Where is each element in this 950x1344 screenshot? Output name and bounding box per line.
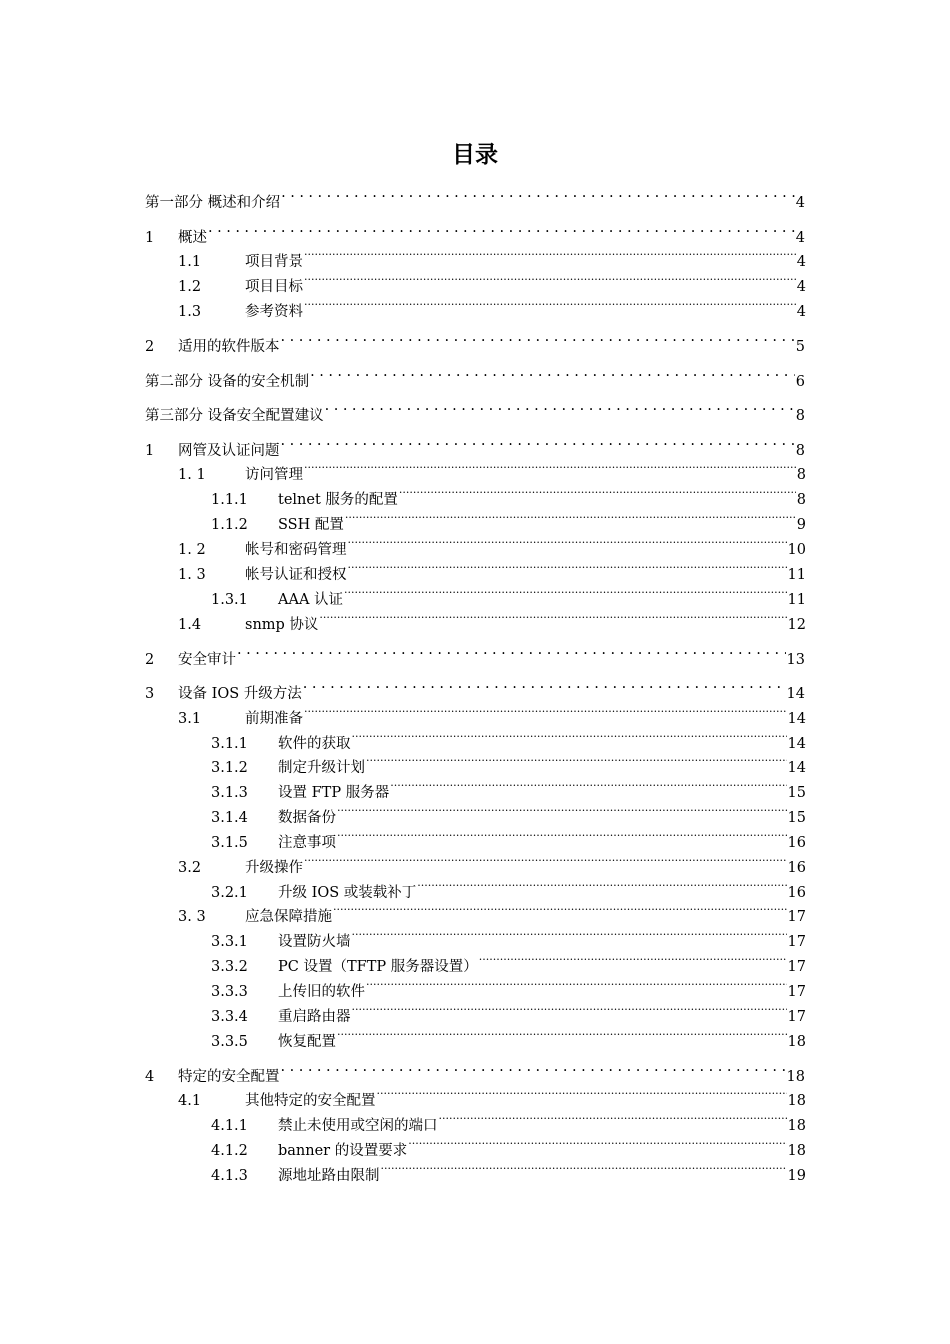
- toc-leader-dots: [304, 459, 796, 479]
- toc-leader-dots: [345, 509, 796, 529]
- toc-entry-number: 4.1.3: [211, 1168, 248, 1184]
- toc-entry-title: 适用的软件版本: [178, 339, 280, 355]
- toc-entry-title: 特定的安全配置: [178, 1069, 280, 1085]
- toc-entry-page: 18: [787, 1118, 806, 1134]
- toc-entry-number: 3.3.3: [211, 984, 248, 1000]
- toc-entry-title: 恢复配置: [278, 1034, 336, 1050]
- toc-entry[interactable]: [211, 1160, 806, 1186]
- toc-leader-dots: [310, 366, 795, 386]
- toc-entry-page: 18: [787, 1034, 806, 1050]
- toc-entry-page: 17: [787, 984, 806, 1000]
- toc-leader-dots: [319, 609, 786, 629]
- toc-entry-number: 3. 3: [178, 909, 206, 925]
- toc-entry-number: 3.2: [178, 860, 202, 876]
- toc-entry-title: 帐号和密码管理: [245, 542, 347, 558]
- toc-entry-title: 禁止未使用或空闲的端口: [278, 1118, 438, 1134]
- toc-entry-title: 制定升级计划: [278, 760, 365, 776]
- toc-leader-dots: [337, 802, 787, 822]
- toc-entry-page: 11: [787, 592, 806, 608]
- toc-leader-dots: [304, 271, 796, 291]
- toc-leader-dots: [304, 852, 787, 872]
- toc-entry-page: 4: [795, 230, 805, 246]
- toc-entry[interactable]: [211, 1110, 806, 1136]
- toc-entry-title: 其他特定的安全配置: [245, 1093, 376, 1109]
- toc-entry-title: 概述: [178, 230, 207, 246]
- toc-entry-page: 4: [796, 304, 806, 320]
- toc-entry-number: 1.1: [178, 254, 202, 270]
- toc-entry-title: 重启路由器: [278, 1009, 351, 1025]
- toc-entry-page: 4: [796, 254, 806, 270]
- toc-entry[interactable]: [211, 1026, 806, 1052]
- toc-entry-number: 1: [145, 230, 155, 246]
- toc-entry[interactable]: [145, 187, 805, 213]
- toc-entry-title: 升级操作: [245, 860, 303, 876]
- toc-entry[interactable]: [178, 271, 806, 297]
- toc-entry-title: telnet 服务的配置: [278, 492, 398, 508]
- toc-entry-page: 17: [787, 909, 806, 925]
- toc-entry[interactable]: [145, 1061, 805, 1087]
- toc-leader-dots: [348, 534, 787, 554]
- toc-entry[interactable]: [178, 852, 806, 878]
- toc-entry-title: 第二部分 设备的安全机制: [145, 374, 310, 390]
- toc-entry-number: 1: [145, 443, 155, 459]
- toc-entry[interactable]: [178, 459, 806, 485]
- toc-entry-title: 第三部分 设备安全配置建议: [145, 408, 324, 424]
- toc-entry-number: 3.3.2: [211, 959, 248, 975]
- toc-entry[interactable]: [178, 609, 806, 635]
- toc-entry-number: 4: [145, 1069, 155, 1085]
- toc-leader-dots: [408, 1135, 786, 1155]
- toc-entry-number: 3.1: [178, 711, 202, 727]
- toc-entry-title: 安全审计: [178, 652, 236, 668]
- toc-entry-page: 5: [795, 339, 805, 355]
- toc-entry-number: 4.1.2: [211, 1143, 248, 1159]
- toc-entry-number: 3.1.4: [211, 810, 248, 826]
- toc-entry-page: 13: [786, 652, 805, 668]
- toc-leader-dots: [366, 976, 787, 996]
- toc-entry[interactable]: [211, 802, 806, 828]
- toc-entry-title: 上传旧的软件: [278, 984, 365, 1000]
- toc-entry-page: 4: [795, 195, 805, 211]
- toc-leader-dots: [304, 246, 796, 266]
- toc-entry-page: 17: [787, 934, 806, 950]
- toc-entry-title: banner 的设置要求: [278, 1143, 408, 1159]
- toc-entry-number: 1.3.1: [211, 592, 248, 608]
- toc-entry-title: snmp 协议: [245, 617, 319, 633]
- toc-leader-dots: [381, 1160, 787, 1180]
- toc-entry-title: 访问管理: [245, 467, 303, 483]
- toc-leader-dots: [304, 703, 787, 723]
- toc-entry-page: 8: [796, 492, 806, 508]
- toc-entry[interactable]: [145, 400, 805, 426]
- toc-entry[interactable]: [178, 296, 806, 322]
- toc-entry-page: 18: [787, 1093, 806, 1109]
- toc-entry-title: 项目背景: [245, 254, 303, 270]
- toc-entry-title: 项目目标: [245, 279, 303, 295]
- toc-entry-page: 15: [787, 785, 806, 801]
- toc-entry-page: 14: [787, 760, 806, 776]
- toc-entry-number: 1. 2: [178, 542, 206, 558]
- toc-entry[interactable]: [145, 366, 805, 392]
- toc-entry-number: 3.1.2: [211, 760, 248, 776]
- toc-entry-page: 16: [787, 835, 806, 851]
- toc-entry-number: 3.1.5: [211, 835, 248, 851]
- toc-leader-dots: [333, 901, 787, 921]
- toc-entry[interactable]: [211, 484, 806, 510]
- toc-entry-number: 1.4: [178, 617, 202, 633]
- toc-entry[interactable]: [211, 877, 806, 903]
- toc-entry[interactable]: [211, 1001, 806, 1027]
- toc-entry-title: PC 设置（TFTP 服务器设置）: [278, 959, 478, 975]
- toc-entry-number: 4.1.1: [211, 1118, 248, 1134]
- toc-entry-title: 升级 IOS 或装载补丁: [278, 885, 417, 901]
- toc-entry[interactable]: [145, 678, 805, 704]
- toc-entry-number: 2: [145, 339, 155, 355]
- toc-entry[interactable]: [178, 559, 806, 585]
- toc-leader-dots: [337, 827, 787, 847]
- toc-leader-dots: [281, 187, 795, 207]
- toc-leader-dots: [366, 752, 787, 772]
- toc-entry-title: 设置防火墙: [278, 934, 351, 950]
- toc-entry-page: 17: [787, 959, 806, 975]
- toc-entry[interactable]: [211, 976, 806, 1002]
- toc-entry-title: 前期准备: [245, 711, 303, 727]
- toc-entry[interactable]: [178, 1085, 806, 1111]
- toc-leader-dots: [399, 484, 796, 504]
- toc-entry-page: 9: [796, 517, 806, 533]
- toc-entry-title: 网管及认证问题: [178, 443, 280, 459]
- toc-entry-page: 14: [787, 711, 806, 727]
- toc-entry[interactable]: [211, 951, 806, 977]
- toc-entry-page: 11: [787, 567, 806, 583]
- toc-leader-dots: [344, 584, 787, 604]
- toc-leader-dots: [281, 331, 795, 351]
- toc-entry-title: 数据备份: [278, 810, 336, 826]
- toc-entry-page: 18: [786, 1069, 805, 1085]
- toc-entry-title: 第一部分 概述和介绍: [145, 195, 281, 211]
- toc-entry-page: 10: [787, 542, 806, 558]
- toc-entry-number: 1. 1: [178, 467, 206, 483]
- toc-leader-dots: [281, 1061, 786, 1081]
- toc-entry-number: 4.1: [178, 1093, 202, 1109]
- toc-entry[interactable]: [178, 703, 806, 729]
- toc-entry-number: 3.3.1: [211, 934, 248, 950]
- toc-leader-dots: [237, 644, 786, 664]
- toc-leader-dots: [377, 1085, 787, 1105]
- toc-entry[interactable]: [145, 222, 805, 248]
- toc-entry-page: 14: [787, 736, 806, 752]
- toc-entry-title: 帐号认证和授权: [245, 567, 347, 583]
- toc-leader-dots: [303, 678, 786, 698]
- toc-entry-number: 1. 3: [178, 567, 206, 583]
- toc-entry-page: 14: [786, 686, 805, 702]
- toc-entry-title: 应急保障措施: [245, 909, 332, 925]
- toc-leader-dots: [352, 1001, 787, 1021]
- toc-entry-number: 1.2: [178, 279, 202, 295]
- toc-leader-dots: [325, 400, 795, 420]
- toc-entry-page: 18: [787, 1143, 806, 1159]
- toc-leader-dots: [417, 877, 786, 897]
- toc-entry-number: 3.1.1: [211, 736, 248, 752]
- toc-entry-page: 8: [795, 408, 805, 424]
- toc-entry-page: 16: [787, 860, 806, 876]
- toc-entry[interactable]: [145, 435, 805, 461]
- toc-entry-number: 2: [145, 652, 155, 668]
- toc-entry-title: 源地址路由限制: [278, 1168, 380, 1184]
- toc-entry[interactable]: [145, 644, 805, 670]
- toc-leader-dots: [352, 728, 787, 748]
- toc-entry-title: 参考资料: [245, 304, 303, 320]
- toc-entry[interactable]: [211, 926, 806, 952]
- toc-entry-number: 3.2.1: [211, 885, 248, 901]
- toc-entry-number: 1.3: [178, 304, 202, 320]
- toc-entry-page: 17: [787, 1009, 806, 1025]
- toc-entry-page: 19: [787, 1168, 806, 1184]
- toc-leader-dots: [479, 951, 787, 971]
- toc-entry[interactable]: [211, 752, 806, 778]
- toc-leader-dots: [439, 1110, 787, 1130]
- toc-leader-dots: [208, 222, 795, 242]
- toc-entry-number: 1.1.1: [211, 492, 248, 508]
- toc-leader-dots: [337, 1026, 787, 1046]
- toc-entry-page: 8: [796, 467, 806, 483]
- toc-entry-page: 16: [787, 885, 806, 901]
- toc-entry-title: 设置 FTP 服务器: [278, 785, 390, 801]
- toc-title: 目录: [452, 142, 498, 168]
- toc-entry-page: 6: [795, 374, 805, 390]
- toc-entry-title: 设备 IOS 升级方法: [178, 686, 302, 702]
- toc-entry-number: 3.1.3: [211, 785, 248, 801]
- toc-entry-title: 注意事项: [278, 835, 336, 851]
- toc-entry[interactable]: [211, 777, 806, 803]
- toc-entry-number: 1.1.2: [211, 517, 248, 533]
- toc-entry[interactable]: [178, 534, 806, 560]
- toc-entry-title: AAA 认证: [278, 592, 344, 608]
- toc-entry[interactable]: [178, 246, 806, 272]
- toc-leader-dots: [304, 296, 796, 316]
- toc-entry[interactable]: [211, 1135, 806, 1161]
- toc-entry-title: SSH 配置: [278, 517, 344, 533]
- toc-entry[interactable]: [211, 827, 806, 853]
- toc-entry[interactable]: [211, 584, 806, 610]
- toc-entry-page: 15: [787, 810, 806, 826]
- toc-entry-number: 3.3.5: [211, 1034, 248, 1050]
- toc-entry[interactable]: [211, 509, 806, 535]
- toc-entry[interactable]: [211, 728, 806, 754]
- toc-leader-dots: [352, 926, 787, 946]
- toc-entry-page: 12: [787, 617, 806, 633]
- toc-leader-dots: [348, 559, 787, 579]
- toc-entry-page: 4: [796, 279, 806, 295]
- toc-entry-number: 3: [145, 686, 155, 702]
- toc-entry-number: 3.3.4: [211, 1009, 248, 1025]
- toc-entry-title: 软件的获取: [278, 736, 351, 752]
- toc-entry-page: 8: [795, 443, 805, 459]
- toc-leader-dots: [390, 777, 786, 797]
- toc-leader-dots: [281, 435, 795, 455]
- toc-entry[interactable]: [178, 901, 806, 927]
- toc-entry[interactable]: [145, 331, 805, 357]
